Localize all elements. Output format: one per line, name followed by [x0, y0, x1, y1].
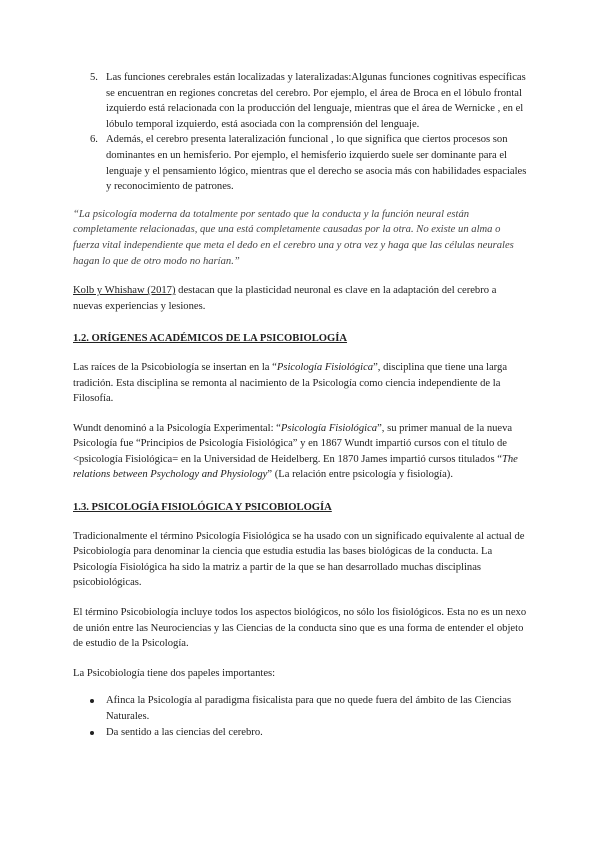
quote-paragraph: “La psicología moderna da totalmente por sentado que la conducta y la función neural están completamente relacionadas, que una está completamente causadas por la otra. No existe un alma o fuerza vital independiente que meta el dedo en el cerebro una y otra vez y haga que las células neurales hagan lo que de otro modo no harían.”: [73, 208, 514, 267]
italic-term: Psicología Fisiológica: [276, 361, 374, 373]
text-run: ” (La relación entre psicología y fisiología).: [267, 469, 453, 481]
physiology-paragraph-2: El término Psicobiología incluye todos los aspectos biológicos, no sólo los fisiológicos. Esta no es un nexo de unión entre las Neurociencias y las Ciencias de la conducta sino que es una forma de entender el objeto de estudio de la Psicología.: [73, 607, 527, 650]
list-item: [73, 132, 528, 194]
text-run: ”, disciplina que tiene una larga tradición. Esta disciplina se remonta al nacimiento de la Psicología como ciencia independiente de la Filosofía.: [73, 361, 508, 405]
kolb-paragraph: [73, 283, 528, 314]
bullet-icon: [90, 699, 94, 703]
list-item: [73, 725, 528, 741]
list-item-text: Las funciones cerebrales están localizadas y lateralizadas:Algunas funciones cognitivas específicas se encuentran en regiones concretas del cerebro. Por ejemplo, el área de Broca en el lóbulo frontal izquierdo está relacionada con la producción del lenguaje, mientras que el área de Wernicke , en el lóbulo temporal izquierdo, está asociada con la comprensión del lenguaje.: [106, 72, 526, 130]
kolb-text: destacan que la plasticidad neuronal es clave en la adaptación del cerebro a nuevas experiencias y lesiones.: [73, 285, 497, 312]
list-number: 6.: [90, 134, 98, 146]
text-run: ”, su primer manual de la nueva Psicología fue “Principios de Psicología Fisiológica” y en 1867 Wundt impartió cursos con el título de <psicología Fisiológica= en la Universidad de Heidelberg. En 1870 James impartió cursos titulados “: [73, 422, 513, 465]
section-heading-1-3: 1.3. PSICOLOGÍA FISIOLÓGICA Y PSICOBIOLOGÍA: [73, 502, 332, 514]
bullet-text: Afinca la Psicología al paradigma fisicalista para que no quede fuera del ámbito de las Ciencias Naturales.: [106, 695, 512, 722]
origins-paragraph-2: [73, 421, 528, 483]
italic-title: The relations between Psychology and Physiology: [73, 453, 518, 481]
physiology-paragraph-1: Tradicionalmente el término Psicología Fisiológica se ha usado con un significado equivalente al actual de Psicobiología para denominar la ciencia que estudia estudia las bases biológicas de la conducta. La Psicología Fisiológica ha sido la matriz a partir de la que se han desarrollado muchas disciplinas psicobiológicas.: [73, 530, 525, 589]
numbered-list: [73, 70, 528, 195]
list-number: 5.: [90, 72, 98, 83]
text-run: Wundt denominó a la Psicología Experimental: “: [73, 422, 281, 434]
section-heading-1-2: 1.2. ORÍGENES ACADÉMICOS DE LA PSICOBIOLOGÍA: [73, 333, 348, 345]
document-page: [73, 70, 528, 740]
italic-term: Psicología Fisiológica: [280, 422, 378, 434]
list-item: [73, 693, 528, 724]
list-item-text: Además, el cerebro presenta lateralización funcional , lo que significa que ciertos procesos son dominantes en un hemisferio. Por ejemplo, el hemisferio izquierdo suele ser dominante para el lenguaje y el pensamiento lógico, mientras que el derecho se asocia más con habilidades espaciales y reconocimiento de patrones.: [106, 134, 527, 193]
physiology-paragraph-3: La Psicobiología tiene dos papeles importantes:: [73, 667, 276, 679]
origins-paragraph-1: [73, 360, 528, 407]
list-item: [73, 70, 528, 132]
citation-link[interactable]: Kolb y Whishaw (2017): [73, 285, 176, 297]
bullet-text: Da sentido a las ciencias del cerebro.: [106, 726, 263, 738]
bullet-icon: [90, 731, 94, 735]
bullet-list: [73, 693, 528, 740]
text-run: Las raíces de la Psicobiología se insertan en la “: [73, 361, 277, 373]
